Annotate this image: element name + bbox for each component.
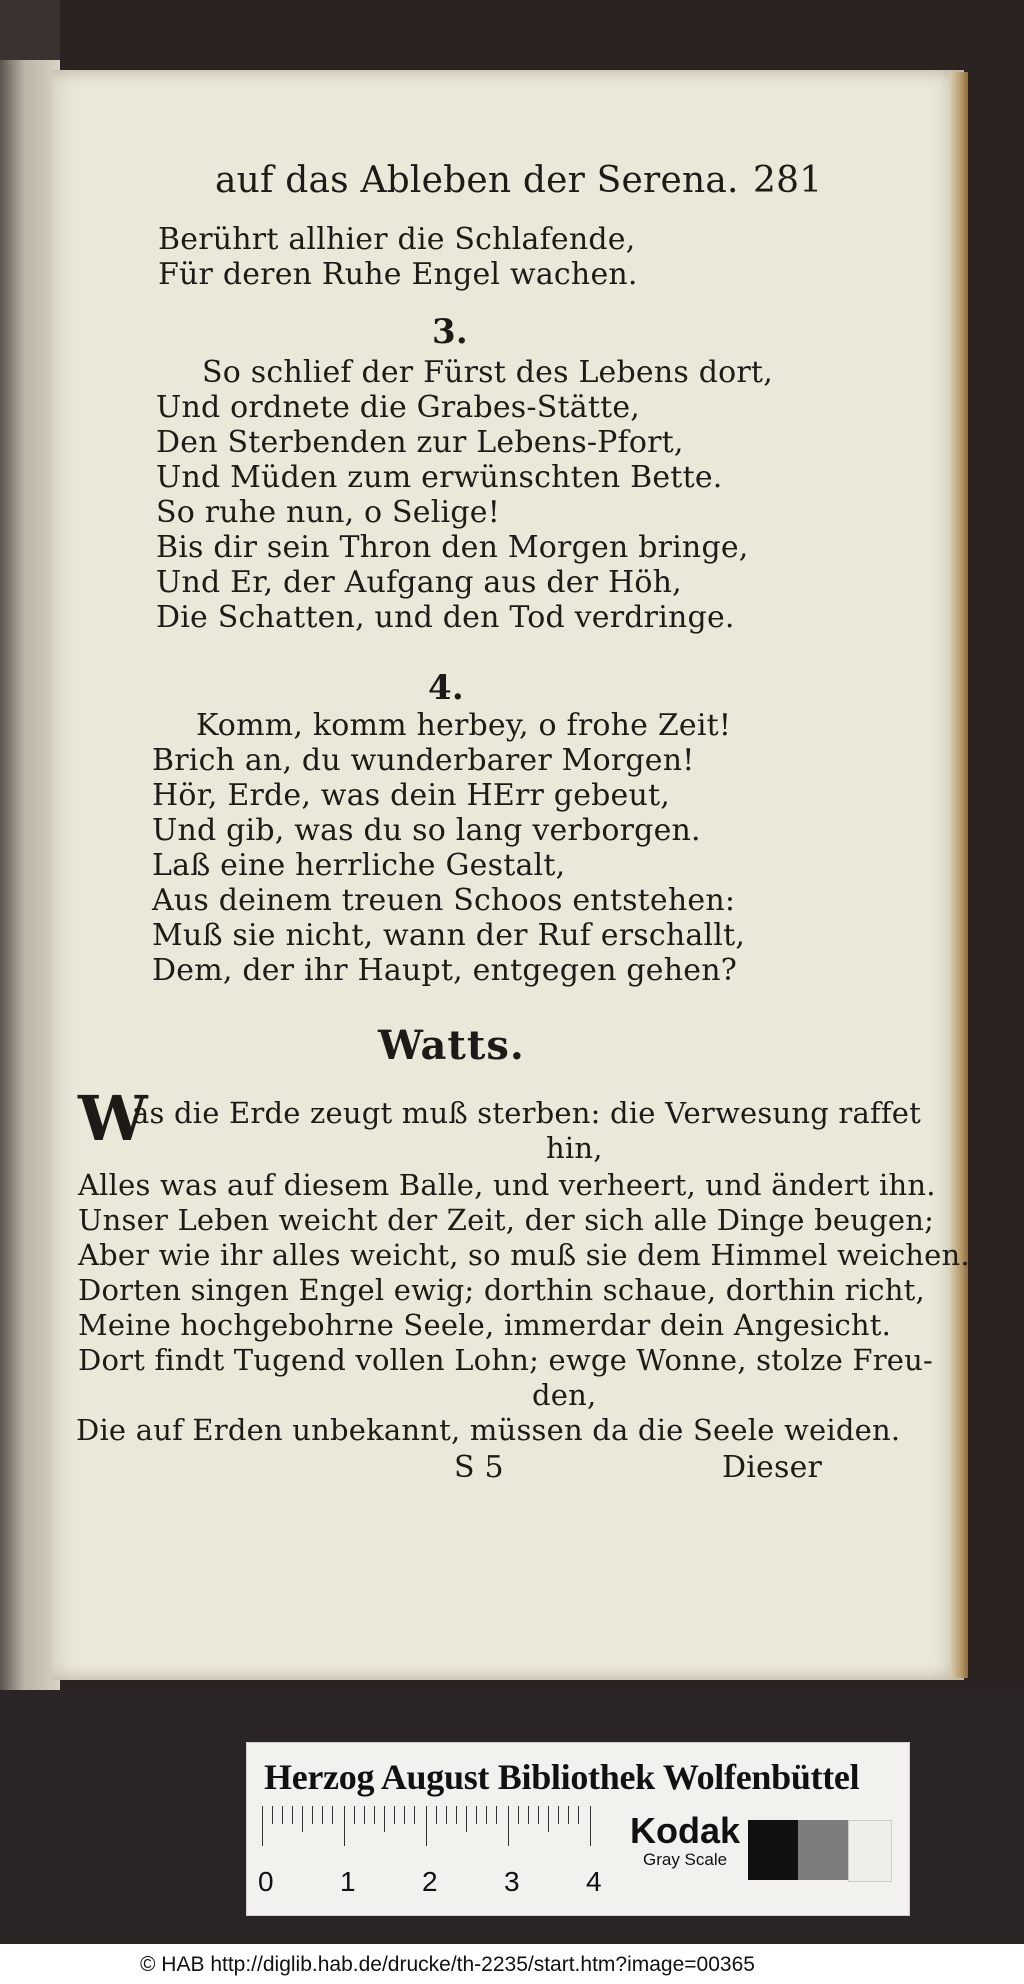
verse-line: Bis dir sein Thron den Morgen bringe, [156, 530, 749, 565]
target-title: Herzog August Bibliothek Wolfenbüttel [264, 1757, 860, 1797]
verse-line: So ruhe nun, o Selige! [156, 495, 500, 530]
gray-scale-label: Gray Scale [643, 1850, 728, 1869]
verse-line: Alles was auf diesem Balle, und verheert, und ändert ihn. [78, 1168, 936, 1202]
verse-line: Die Schatten, und den Tod verdringe. [156, 600, 735, 635]
ruler-number: 1 [340, 1866, 356, 1897]
verse-line: Und Müden zum erwünschten Bette. [156, 460, 723, 495]
ruler-number: 3 [504, 1866, 520, 1897]
drop-cap: W [78, 1082, 148, 1155]
verse-line: Muß sie nicht, wann der Ruf erschallt, [152, 918, 746, 953]
verse-line: Dort findt Tugend vollen Lohn; ewge Wonne, stolze Freu- [78, 1343, 934, 1377]
ruler-number: 0 [258, 1866, 274, 1897]
verse-line: as die Erde zeugt muß sterben: die Verwesung raffet [132, 1096, 922, 1130]
kodak-logo: Kodak [630, 1810, 741, 1851]
running-header-title: auf das Ableben der Serena. [215, 160, 739, 201]
page-number: 281 [753, 160, 823, 201]
verse-line: Aus deinem treuen Schoos entstehen: [152, 883, 736, 918]
verse-continuation: den, [532, 1378, 597, 1412]
verse-line: Und ordnete die Grabes-Stätte, [156, 390, 641, 425]
verse-line: Komm, komm herbey, o frohe Zeit! [196, 708, 732, 743]
page-fore-edge [950, 72, 968, 1678]
gray-patch-black [748, 1820, 798, 1880]
catchword: Dieser [722, 1450, 823, 1485]
verse-line: Und gib, was du so lang verborgen. [152, 813, 701, 848]
verse-line: Hör, Erde, was dein HErr gebeut, [152, 778, 671, 813]
gray-patch-white [848, 1820, 892, 1882]
verse-line: Meine hochgebohrne Seele, immerdar dein Angesicht. [78, 1308, 892, 1342]
section-heading: Watts. [378, 1022, 525, 1069]
adjacent-page-edge [0, 60, 60, 1720]
verse-line: Und Er, der Aufgang aus der Höh, [156, 565, 682, 600]
ruler [262, 1806, 602, 1846]
verse-line: Dorten singen Engel ewig; dorthin schaue, dorthin richt, [78, 1273, 925, 1307]
verse-line: Für deren Ruhe Engel wachen. [158, 257, 638, 292]
ruler-number: 4 [586, 1866, 602, 1897]
signature-mark: S 5 [454, 1450, 504, 1485]
footer-copyright: © HAB http://diglib.hab.de/drucke/th-2235/start.htm?image=00365 [140, 1953, 755, 1976]
verse-line: Dem, der ihr Haupt, entgegen gehen? [152, 953, 737, 988]
verse-line: Berührt allhier die Schlafende, [158, 222, 636, 257]
verse-line: Unser Leben weicht der Zeit, der sich alle Dinge beugen; [78, 1203, 935, 1237]
verse-line: So schlief der Fürst des Lebens dort, [202, 355, 773, 390]
stanza-number: 4. [428, 668, 464, 708]
ruler-number: 2 [422, 1866, 438, 1897]
verse-line: Die auf Erden unbekannt, müssen da die Seele weiden. [76, 1413, 901, 1447]
stanza-number: 3. [432, 312, 468, 352]
verse-line: Brich an, du wunderbarer Morgen! [152, 743, 695, 778]
gray-patch-mid [798, 1820, 848, 1880]
verse-line: Aber wie ihr alles weicht, so muß sie dem Himmel weichen. [78, 1238, 970, 1272]
verse-continuation: hin, [546, 1131, 603, 1165]
verse-line: Den Sterbenden zur Lebens-Pfort, [156, 425, 684, 460]
verse-line: Laß eine herrliche Gestalt, [152, 848, 566, 883]
